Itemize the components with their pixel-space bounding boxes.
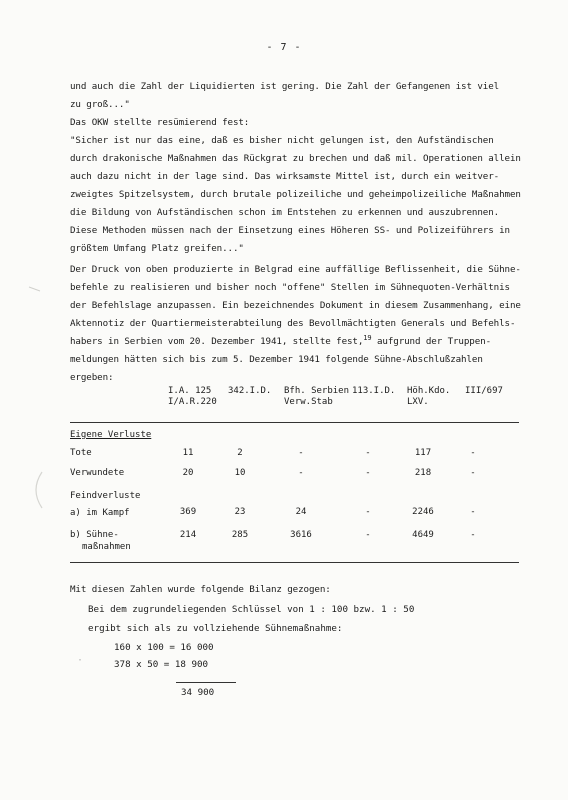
footnote-reference: 19 — [363, 334, 372, 342]
text-line: befehle zu realisieren und bisher noch "offene" Stellen im Sühnequoten-Verhältnis — [70, 282, 510, 293]
table-cell: 218 — [414, 468, 432, 478]
text-line: auch dazu nicht in der lage sind. Das wirksamste Mittel ist, durch ein weitver- — [70, 171, 500, 182]
margin-mark: · — [77, 655, 84, 666]
sum-rule — [176, 682, 236, 683]
table-cell: - — [470, 530, 476, 540]
calculation-line: 378 x 50 = 18 900 — [114, 659, 209, 670]
table-rule — [70, 562, 519, 563]
table-cell: 369 — [179, 507, 197, 517]
text-line: Der Druck von oben produzierte in Belgrad eine auffällige Beflissenheit, die Sühne- — [70, 264, 521, 275]
text-line: Diese Methoden müssen nach der Einsetzung eines Höheren SS- und Polizeiführers in — [70, 225, 510, 236]
row-label: b) Sühne- — [70, 530, 119, 540]
table-cell: 214 — [179, 530, 197, 540]
result-line: ergibt sich als zu vollziehende Sühnemaßnahme: — [88, 623, 343, 634]
row-label-continuation: maßnahmen — [82, 542, 131, 552]
table-cell: 285 — [231, 530, 249, 540]
table-cell: - — [470, 468, 476, 478]
key-line: Bei dem zugrundeliegenden Schlüssel von 1 : 100 bzw. 1 : 50 — [88, 604, 415, 615]
text-line: durch drakonische Maßnahmen das Rückgrat zu brechen und daß mil. Operationen allein — [70, 153, 521, 164]
table-cell: - — [470, 507, 476, 517]
table-cell: 2246 — [412, 507, 434, 517]
table-cell: - — [298, 448, 304, 458]
page-number: - 7 - — [266, 42, 302, 53]
text-line: größtem Umfang Platz greifen..." — [70, 243, 244, 254]
column-header: III/697 — [465, 386, 503, 396]
text-line: zu groß..." — [70, 99, 130, 110]
text-line: Aktennotiz der Quartiermeisterabteilung des Bevollmächtigten Generals und Befehls- — [70, 318, 516, 329]
table-cell: 10 — [234, 468, 246, 478]
row-label: Verwundete — [70, 468, 125, 478]
calculation-line: 160 x 100 = 16 000 — [114, 642, 214, 653]
table-cell: - — [470, 448, 476, 458]
column-header: 342.I.D. — [228, 386, 272, 396]
margin-tick — [28, 285, 42, 293]
row-label: a) im Kampf — [70, 508, 130, 518]
table-cell: 117 — [414, 448, 432, 458]
text-line: die Bildung von Aufständischen schon im Entstehen zu erkennen und auszubrennen. — [70, 207, 500, 218]
section-heading: Eigene Verluste — [70, 430, 152, 440]
column-header: I.A. 125 I/A.R.220 — [168, 386, 217, 407]
table-cell: - — [365, 530, 371, 540]
table-cell: - — [365, 448, 371, 458]
column-header: Höh.Kdo. LXV. — [407, 386, 451, 407]
table-cell: 4649 — [412, 530, 434, 540]
table-cell: - — [365, 507, 371, 517]
section-heading: Feindverluste — [70, 491, 141, 501]
table-cell: 2 — [237, 448, 243, 458]
text-segment: aufgrund der Truppen- — [371, 336, 492, 347]
table-rule — [70, 422, 519, 423]
text-line: meldungen hätten sich bis zum 5. Dezember 1941 folgende Sühne-Abschlußzahlen — [70, 354, 483, 365]
total-value: 34 900 — [181, 687, 215, 698]
table-cell: 23 — [234, 507, 246, 517]
column-header: 113.I.D. — [352, 386, 396, 396]
table-cell: - — [298, 468, 304, 478]
row-label: Tote — [70, 448, 92, 458]
table-cell: 24 — [295, 507, 307, 517]
text-line: Mit diesen Zahlen wurde folgende Bilanz gezogen: — [70, 584, 331, 595]
text-line — [70, 335, 491, 348]
text-line: Das OKW stellte resümierend fest: — [70, 117, 250, 128]
table-cell: 20 — [182, 468, 194, 478]
punch-hole-shadow — [28, 470, 44, 510]
text-segment: habers in Serbien vom 20. Dezember 1941, stellte fest, — [70, 336, 364, 347]
text-line: der Befehlslage anzupassen. Ein bezeichnendes Dokument in diesem Zusammenhang, eine — [70, 300, 521, 311]
text-line: und auch die Zahl der Liquidierten ist gering. Die Zahl der Gefangenen ist viel — [70, 81, 500, 92]
text-line: zweigtes Spitzelsystem, durch brutale polizeiliche und geheimpolizeiliche Maßnahmen — [70, 189, 521, 200]
table-cell: - — [365, 468, 371, 478]
table-cell: 3616 — [290, 530, 312, 540]
column-header: Bfh. Serbien Verw.Stab — [284, 386, 350, 407]
text-line: "Sicher ist nur das eine, daß es bisher nicht gelungen ist, den Aufständischen — [70, 135, 494, 146]
text-line: ergeben: — [70, 372, 114, 383]
table-cell: 11 — [182, 448, 194, 458]
